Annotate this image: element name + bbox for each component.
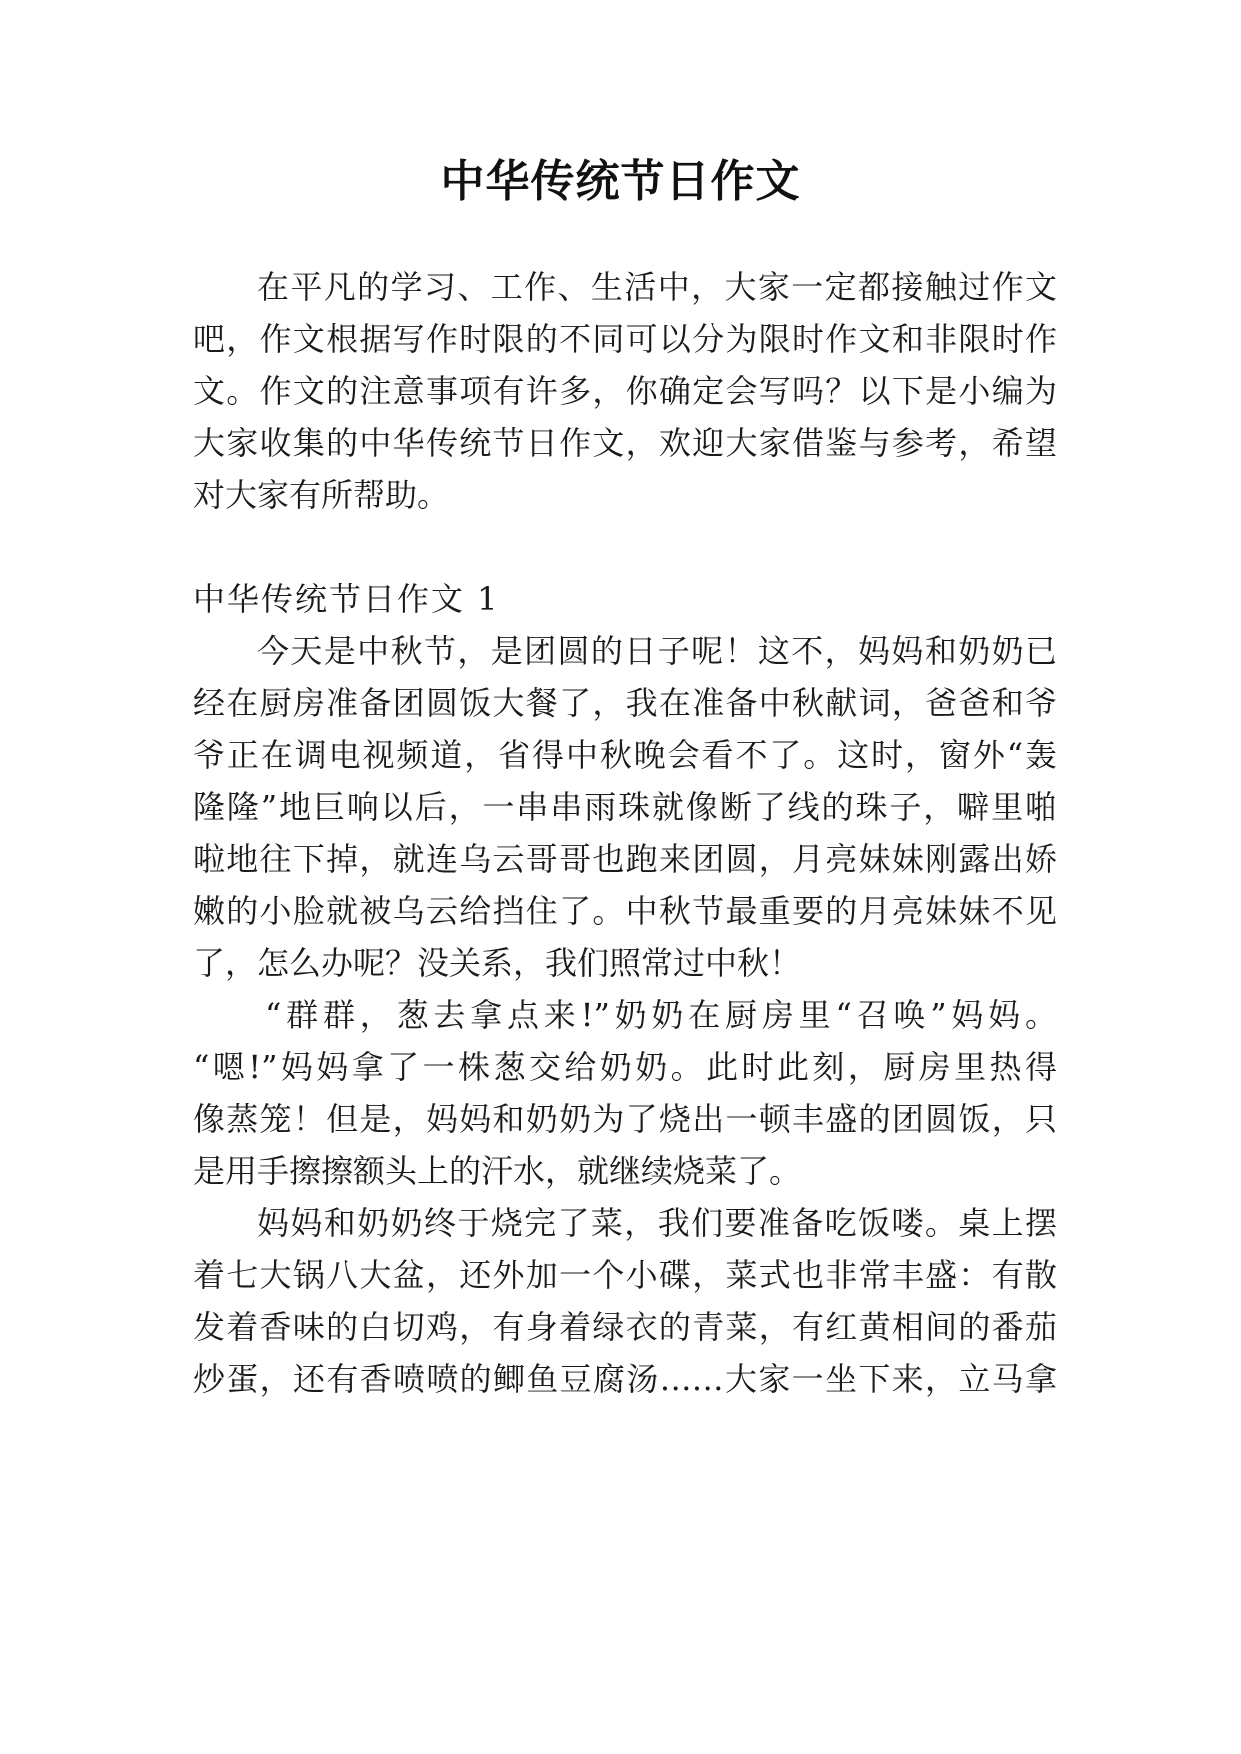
text-line: “群群，葱去拿点来!”奶奶在厨房里“召唤”妈妈。 (265, 996, 1057, 1034)
text-line: 今天是中秋节，是团圆的日子呢！这不，妈妈和奶奶已 (257, 632, 1057, 670)
text-line: 在平凡的学习、工作、生活中，大家一定都接触过作文 (257, 268, 1057, 306)
text-line: 对大家有所帮助。 (193, 476, 450, 514)
text-line: 文。作文的注意事项有许多，你确定会写吗？以下是小编为 (193, 372, 1057, 410)
text-line: 啦地往下掉，就连乌云哥哥也跑来团圆，月亮妹妹刚露出娇 (193, 840, 1057, 878)
text-line: 妈妈和奶奶终于烧完了菜，我们要准备吃饭喽。桌上摆 (257, 1204, 1057, 1242)
text-line: 炒蛋，还有香喷喷的鲫鱼豆腐汤……大家一坐下来，立马拿 (193, 1360, 1057, 1398)
text-line: 经在厨房准备团圆饭大餐了，我在准备中秋献词，爸爸和爷 (193, 684, 1057, 722)
text-line: 着七大锅八大盆，还外加一个小碟，菜式也非常丰盛：有散 (193, 1256, 1057, 1294)
text-line: 大家收集的中华传统节日作文，欢迎大家借鉴与参考，希望 (193, 424, 1057, 462)
text-line: 像蒸笼！但是，妈妈和奶奶为了烧出一顿丰盛的团圆饭，只 (193, 1100, 1057, 1138)
section-heading: 中华传统节日作文 1 (193, 580, 500, 618)
text-line: 了，怎么办呢？没关系，我们照常过中秋！ (193, 944, 802, 982)
document-title: 中华传统节日作文 (440, 156, 801, 207)
text-line: 是用手擦擦额头上的汗水，就继续烧菜了。 (193, 1152, 802, 1190)
text-line: “嗯!”妈妈拿了一株葱交给奶奶。此时此刻，厨房里热得 (193, 1048, 1057, 1086)
text-line: 吧，作文根据写作时限的不同可以分为限时作文和非限时作 (193, 320, 1057, 358)
text-line: 隆隆”地巨响以后，一串串雨珠就像断了线的珠子，噼里啪 (193, 788, 1057, 826)
text-line: 嫩的小脸就被乌云给挡住了。中秋节最重要的月亮妹妹不见 (193, 892, 1057, 930)
text-line: 发着香味的白切鸡，有身着绿衣的青菜，有红黄相间的番茄 (193, 1308, 1057, 1346)
text-line: 爷正在调电视频道，省得中秋晚会看不了。这时，窗外“轰 (193, 736, 1057, 774)
